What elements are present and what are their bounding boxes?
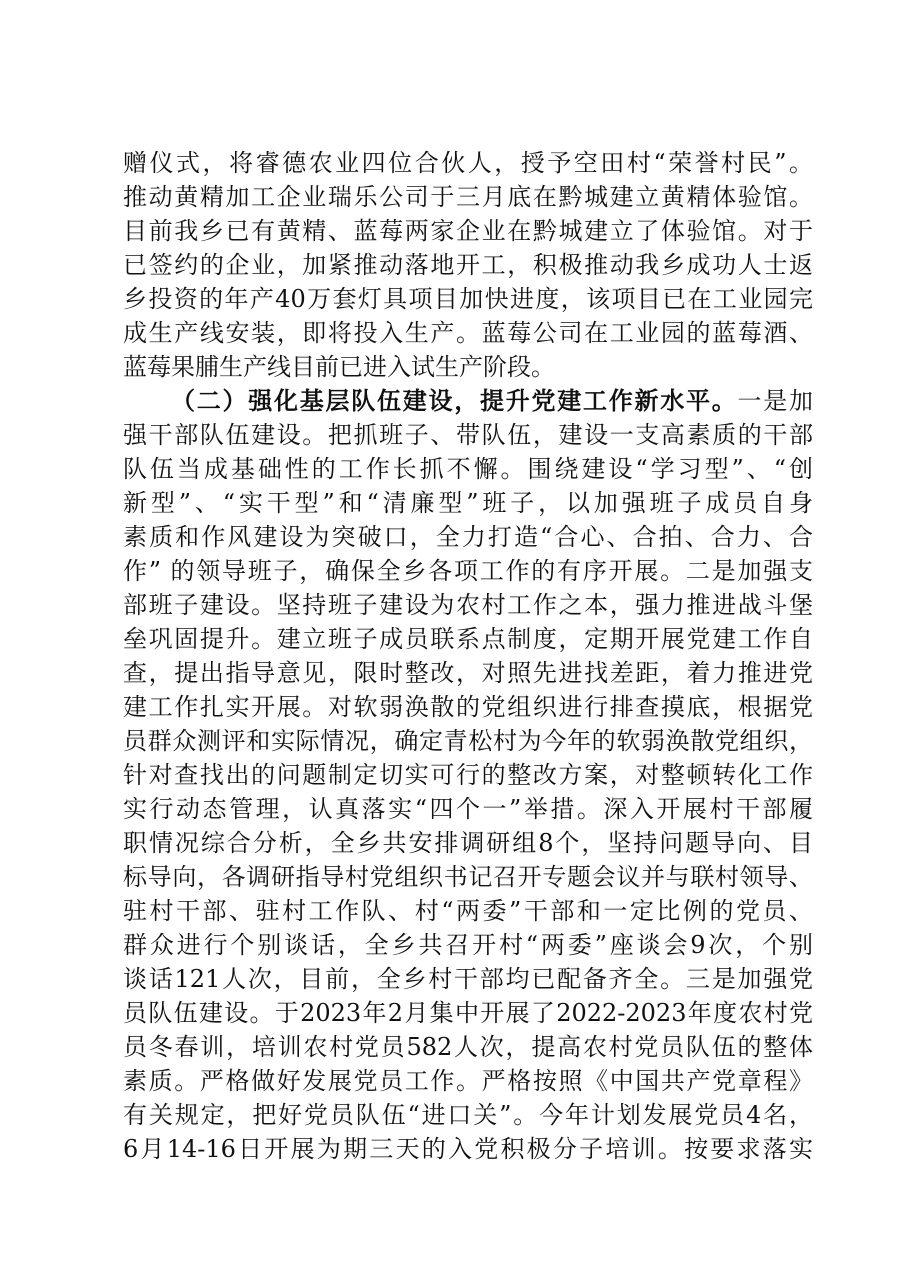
text-line: 目前我乡已有黄精、蓝莓两家企业在黔城建立了体验馆。对于 xyxy=(123,217,813,245)
text-line: 查，提出指导意见，限时整改，对照先进找差距，着力推进党 xyxy=(123,659,813,687)
document-body xyxy=(123,146,813,1166)
text-line: 素质和作风建设为突破口，全力打造“合心、合拍、合力、合 xyxy=(123,523,813,551)
text-line: 赠仪式，将睿德农业四位合伙人，授予空田村“荣誉村民”。 xyxy=(123,149,813,177)
text-line: 员群众测评和实际情况，确定青松村为今年的软弱涣散党组织， xyxy=(123,727,813,755)
text-line: 职情况综合分析，全乡共安排调研组8个，坚持问题导向、目 xyxy=(123,829,813,857)
text-line: 建工作扎实开展。对软弱涣散的党组织进行排查摸底，根据党 xyxy=(123,693,813,721)
text-line: 员队伍建设。于2023年2月集中开展了2022-2023年度农村党 xyxy=(123,999,813,1027)
text-line: 队伍当成基础性的工作长抓不懈。围绕建设“学习型”、“创 xyxy=(123,455,813,483)
text-line: 针对查找出的问题制定切实可行的整改方案，对整顿转化工作 xyxy=(123,761,813,789)
section-heading-rest: 一是加 xyxy=(737,387,813,415)
text-line: 实行动态管理，认真落实“四个一”举措。深入开展村干部履 xyxy=(123,795,813,823)
text-line: 强干部队伍建设。把抓班子、带队伍，建设一支高素质的干部 xyxy=(123,421,813,449)
text-line: 标导向，各调研指导村党组织书记召开专题会议并与联村领导、 xyxy=(123,863,813,891)
text-line: 有关规定，把好党员队伍“进口关”。今年计划发展党员4名， xyxy=(123,1101,813,1129)
text-line: 垒巩固提升。建立班子成员联系点制度，定期开展党建工作自 xyxy=(123,625,813,653)
text-line: 驻村干部、驻村工作队、村“两委”干部和一定比例的党员、 xyxy=(123,897,813,925)
text-line: 素质。严格做好发展党员工作。严格按照《中国共产党章程》 xyxy=(123,1067,813,1095)
text-line: 群众进行个别谈话，全乡共召开村“两委”座谈会9次，个别 xyxy=(123,931,813,959)
section-heading-line xyxy=(123,384,813,418)
text-line: 部班子建设。坚持班子建设为农村工作之本，强力推进战斗堡 xyxy=(123,591,813,619)
text-line: 6月14-16日开展为期三天的入党积极分子培训。按要求落实 xyxy=(123,1135,813,1163)
text-line: 乡投资的年产40万套灯具项目加快进度，该项目已在工业园完 xyxy=(123,285,813,313)
text-line: 员冬春训，培训农村党员582人次，提高农村党员队伍的整体 xyxy=(123,1033,813,1061)
text-line: 新型”、“实干型”和“清廉型”班子，以加强班子成员自身 xyxy=(123,489,813,517)
section-heading: （二）强化基层队伍建设，提升党建工作新水平。 xyxy=(171,386,738,415)
text-line: 已签约的企业，加紧推动落地开工，积极推动我乡成功人士返 xyxy=(123,251,813,279)
text-line: 作” 的领导班子，确保全乡各项工作的有序开展。二是加强支 xyxy=(123,557,813,585)
text-line: 谈话121人次，目前，全乡村干部均已配备齐全。三是加强党 xyxy=(123,965,813,993)
text-line: 蓝莓果脯生产线目前已进入试生产阶段。 xyxy=(123,353,555,381)
text-line: 推动黄精加工企业瑞乐公司于三月底在黔城建立黄精体验馆。 xyxy=(123,183,813,211)
text-line: 成生产线安装，即将投入生产。蓝莓公司在工业园的蓝莓酒、 xyxy=(123,319,813,347)
